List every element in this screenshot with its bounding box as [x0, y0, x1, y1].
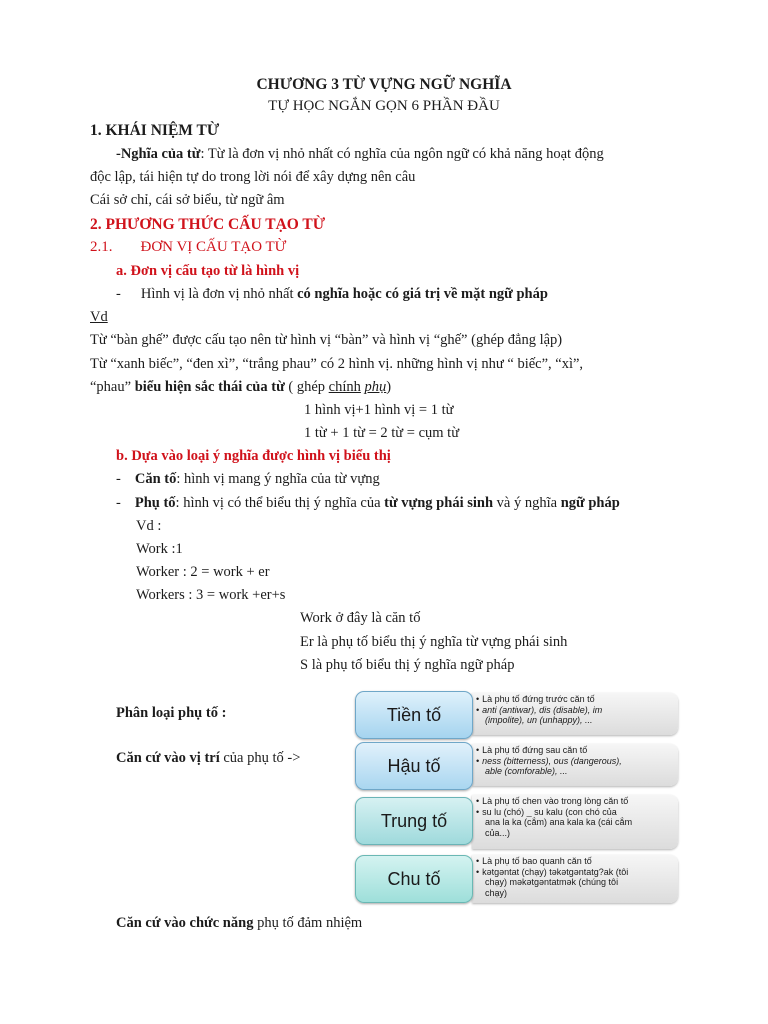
subsection-2-1: [90, 239, 286, 256]
subsection-title: ĐƠN VỊ CẤU TẠO TỪ: [140, 239, 287, 255]
classify-func-bold: Căn cứ vào chức năng: [116, 915, 254, 931]
item-a-title: a. Đơn vị cấu tạo từ là hình vị: [116, 263, 300, 279]
classify-pos-text: của phụ tố ->: [219, 750, 301, 766]
example-line-2: Từ “xanh biếc”, “đen xì”, “trắng phau” có 2 hình vị. những hình vị như “ biếc”, “xì”,: [90, 356, 584, 372]
desc-line: able (comforable), ...: [485, 766, 568, 776]
item-b-title: b. Dựa vào loại ý nghĩa được hình vị biểu thị: [116, 448, 391, 464]
classify-by-function: [116, 915, 362, 932]
section-1-heading: 1. KHÁI NIỆM TỪ: [90, 122, 220, 139]
can-to-line: [116, 471, 380, 488]
example-line-1: Từ “bàn ghế” được cấu tạo nên từ hình vị “bàn” và hình vị “ghế” (ghép đẳng lập): [90, 332, 563, 348]
phu-to-line: [116, 495, 620, 512]
classify-func-text: phụ tố đảm nhiệm: [253, 915, 363, 931]
affix-label-circumfix: Chu tố: [355, 855, 473, 903]
affix-row-infix: [352, 792, 680, 850]
item-a-text: Hình vị là đơn vị nhỏ nhất: [140, 286, 298, 302]
page-title: CHƯƠNG 3 TỪ VỰNG NGỮ NGHĨA: [256, 76, 512, 93]
equation-1: 1 hình vị+1 hình vị = 1 từ: [304, 402, 454, 418]
definition-line-1: [116, 146, 604, 163]
affix-label-prefix: Tiền tố: [355, 691, 473, 739]
classify-title: Phân loại phụ tố :: [116, 705, 227, 721]
definition-line-3: Cái sở chỉ, cái sở biểu, từ ngữ âm: [90, 192, 285, 208]
desc-line: của...): [485, 827, 511, 838]
affix-description: [472, 855, 678, 903]
affix-description: [472, 795, 678, 849]
definition-line-2: độc lập, tái hiện tự do trong lời nói để xây dựng nên câu: [90, 169, 416, 185]
desc-line: • kətgəntat (chạy) təkətgəntatg?ak (tôi: [476, 867, 674, 878]
vd-label: Vd: [90, 309, 108, 325]
work-example-2: Worker : 2 = work + er: [136, 564, 270, 580]
example-line-3: [90, 379, 391, 396]
dash: -: [116, 471, 121, 487]
phu-to-text: : hình vị có thể biểu thị ý nghĩa của: [175, 495, 385, 511]
note-2: Er là phụ tố biểu thị ý nghĩa từ vựng phái sinh: [300, 634, 568, 650]
affix-row-prefix: [352, 690, 680, 740]
desc-line: • su lu (chó) _ su kalu (con chó của: [476, 807, 674, 818]
affix-row-circumfix: [352, 852, 680, 904]
item-a-bold: có nghĩa hoặc có giá trị về mặt ngữ pháp: [297, 286, 548, 302]
classify-by-position: [116, 750, 300, 767]
item-a-bullet: [116, 286, 548, 303]
can-to-label: Căn tố: [134, 471, 177, 487]
ex3-italic: phụ: [364, 379, 387, 395]
phu-to-label: Phụ tố: [134, 495, 176, 511]
affix-description: [472, 744, 678, 786]
ex3-bold: biểu hiện sắc thái của từ: [134, 379, 285, 395]
affix-label-infix: Trung tố: [355, 797, 473, 845]
affix-description: [472, 693, 678, 735]
ex3-part: ( ghép: [284, 379, 329, 395]
note-3: S là phụ tố biểu thị ý nghĩa ngữ pháp: [300, 657, 515, 673]
affix-row-suffix: [352, 741, 680, 791]
ex3-part: ): [386, 379, 392, 395]
section-2-heading: 2. PHƯƠNG THỨC CẤU TẠO TỪ: [90, 216, 326, 233]
ex3-part: “phau”: [90, 379, 135, 395]
desc-line: • Là phụ tố chen vào trong lòng căn tố: [476, 796, 674, 807]
classify-pos-bold: Căn cứ vào vị trí: [116, 750, 220, 766]
note-1: Work ở đây là căn tố: [300, 610, 421, 626]
phu-to-bold: ngữ pháp: [560, 495, 620, 511]
subsection-number: 2.1.: [90, 239, 113, 255]
definition-label: -Nghĩa của từ: [116, 146, 201, 162]
dash: -: [116, 495, 121, 511]
desc-line: • ness (bitterness), ous (dangerous),: [476, 756, 674, 767]
dash: -: [116, 286, 121, 302]
definition-text: : Từ là đơn vị nhỏ nhất có nghĩa của ngôn ngữ có khả năng hoạt động: [200, 146, 604, 162]
phu-to-text: và ý nghĩa: [493, 495, 561, 511]
ex3-underlined: chính: [328, 379, 361, 395]
desc-line: chạy): [485, 887, 508, 898]
desc-line: • Là phụ tố đứng sau căn tố: [476, 745, 674, 756]
desc-line: chạy) məkətgəntatmək (chúng tôi: [485, 877, 619, 887]
desc-line: (impolite), un (unhappy), ...: [485, 715, 593, 725]
page-subtitle: TỰ HỌC NGẮN GỌN 6 PHẦN ĐẦU: [268, 98, 500, 114]
desc-line: • anti (antiwar), dis (disable), im: [476, 705, 674, 716]
can-to-text: : hình vị mang ý nghĩa của từ vựng: [176, 471, 380, 487]
phu-to-bold: từ vựng phái sinh: [384, 495, 494, 511]
work-example-3: Workers : 3 = work +er+s: [136, 587, 286, 603]
vd-2: Vd :: [136, 518, 162, 534]
desc-line: ana la ka (cắm) ana kala ka (cái cắm: [485, 817, 633, 827]
equation-2: 1 từ + 1 từ = 2 từ = cụm từ: [304, 425, 460, 441]
work-example-1: Work :1: [136, 541, 183, 557]
desc-line: • Là phụ tố đứng trước căn tố: [476, 694, 674, 705]
affix-diagram: [352, 690, 680, 904]
affix-label-suffix: Hậu tố: [355, 742, 473, 790]
desc-line: • Là phụ tố bao quanh căn tố: [476, 856, 674, 867]
